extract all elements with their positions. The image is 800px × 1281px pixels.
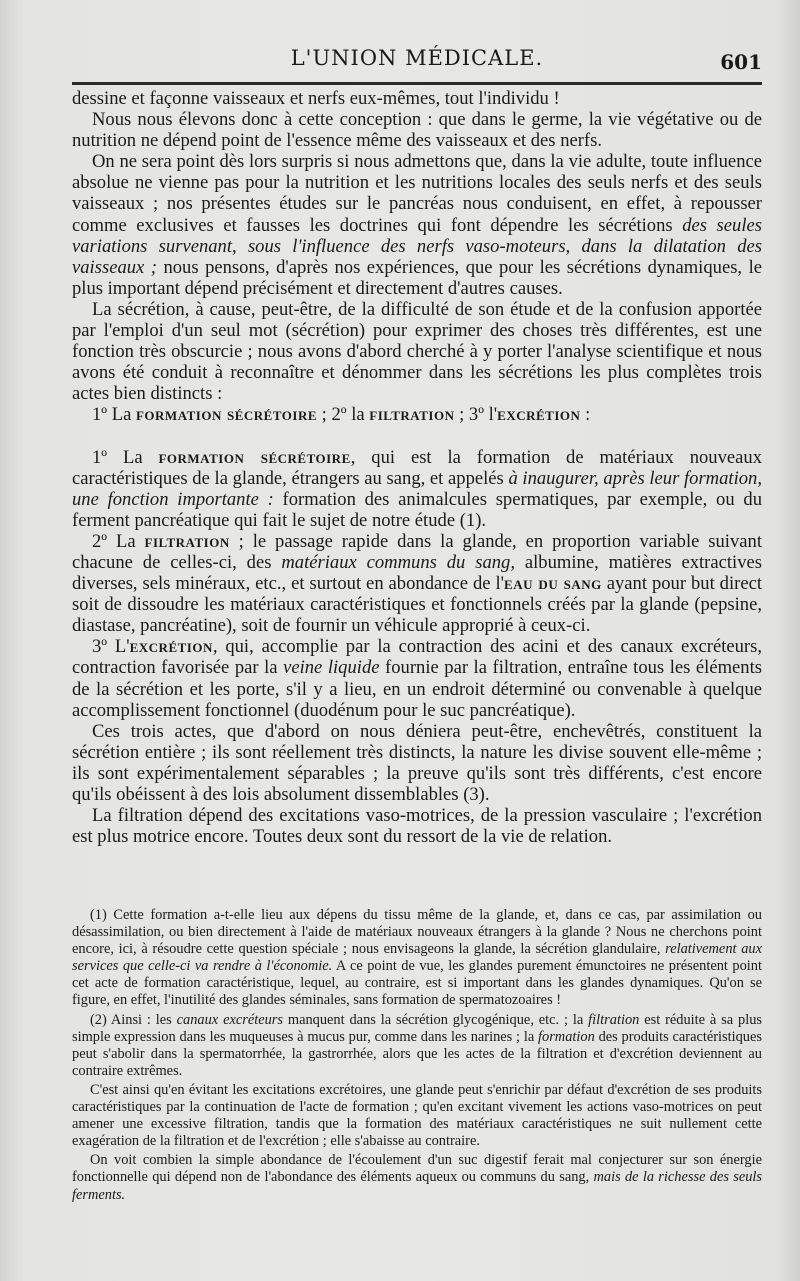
item-2-term: filtration	[144, 530, 230, 552]
acts-summary	[72, 404, 762, 425]
paragraph-3-text-b: nous pensons, d'après nos expériences, que pour les sécrétions dynamiques, le plus important dépend précisément et directement d'autres causes.	[72, 256, 762, 299]
item-2-text-b: ; le passage rapide dans la glande, en proportion variable suivant chacune de celles-ci, des	[72, 530, 762, 573]
paragraph-1: dessine et façonne vaisseaux et nerfs eux-mêmes, tout l'individu !	[72, 88, 560, 109]
footnote-2-emphasis-2: filtration	[588, 1011, 640, 1028]
item-3-excretion	[72, 636, 762, 720]
item-3-emphasis: veine liquide	[283, 657, 380, 679]
item-2-term-water: eau du sang	[504, 573, 602, 595]
acts-summary-formation: formation sécrétoire	[135, 404, 318, 426]
item-1-text-c: formation des animalcules spermatiques, par exemple, ou du ferment pancréatique qui fait le sujet de notre étude (1).	[72, 488, 762, 531]
footnote-2-text-c: est réduite à sa plus simple expression dans les muqueuses à mucus pur, comme dans les narines ; la	[72, 1011, 762, 1045]
item-1-formation	[72, 447, 762, 531]
footnote-1-emphasis: relativement aux services que celle-ci va rendre à l'économie.	[72, 941, 762, 975]
item-3-text-b: , qui, accomplie par la contraction des acini et des canaux excréteurs, contraction favorisée par la	[72, 636, 763, 679]
item-1-text-a: 1º La	[92, 446, 159, 468]
item-2-emphasis: matériaux communs du sang,	[281, 551, 515, 573]
paragraph-5: Ces trois actes, que d'abord on nous déniera peut-être, enchevêtrés, constituent la sécrétion entière ; ils sont réellement très distincts, la nature les divise souvent elle-même ; ils sont expérimentalement séparables ; la preuve qu'ils sont très différents, c'est encore qu'ils obéissent à des lois absolument dissemblables (3).	[72, 720, 762, 805]
footnote-2-text-d: des produits caractéristiques peut s'abolir dans la spermatorrhée, la gastrorrhée, alors que les actes de la filtration et d'excrétion deviennent au contraire extrêmes.	[72, 1028, 762, 1079]
acts-summary-text-d: :	[580, 404, 591, 426]
footnote-2-emphasis-1: canaux excréteurs	[176, 1011, 283, 1028]
paragraph-6: La filtration dépend des excitations vaso-motrices, de la pression vasculaire ; l'excrétion est plus motrice encore. Toutes deux sont du ressort de la vie de relation.	[72, 805, 762, 848]
footnote-2-continuation: C'est ainsi qu'en évitant les excitations excrétoires, une glande peut s'enrichir par défaut d'excrétion de ses produits caractéristiques par la continuation de l'acte de formation ; qu'en excitant vivement les actions vaso-motrices on peut amener une excessive filtration, tandis que la formation des matériaux caractéristiques ne suit nullement cette exagération de la filtration et de l'excrétion ; elle s'abaisse au contraire.	[72, 1081, 762, 1150]
footnote-1-text-a: (1) Cette formation a-t-elle lieu aux dépens du tissu même de la glande, et, dans ce cas, par assimilation ou désassimilation, ou bien directement à l'aide de matériaux nouveaux étrangers à la glande ? Nous ne cherchons point encore, ici, à résoudre cette question spéciale ; nous envisageons la glande, la sécrétion glandulaire,	[72, 907, 762, 958]
footnote-2	[72, 1012, 762, 1080]
item-3-text-a: 3º L'	[92, 636, 130, 658]
acts-summary-text-a: 1º La	[92, 404, 136, 426]
page-header	[72, 42, 762, 80]
acts-summary-excretion: excrétion	[497, 404, 581, 426]
main-text	[72, 88, 762, 847]
item-2-text-c: albumine, matières extractives diverses, sels minéraux, etc., et surtout en abondance de l'	[72, 551, 762, 595]
paragraph-3	[72, 151, 762, 299]
item-2-text-a: 2º La	[92, 530, 145, 552]
item-2-filtration	[72, 531, 762, 636]
item-2-text-d: ayant pour but direct soit de dissoudre les matériaux caractéristiques et fonctionnels créés par la glande (pepsine, diastase, pancréatine), soit de fournir un véhicule approprié à ceux-ci.	[72, 573, 763, 637]
footnote-1-text-b: A ce point de vue, les glandes purement émunctoires ne présentent point cet acte de formation caractéristique, lequel, au contraire, est si important dans les glandes dynamiques. Qu'on se figure, en effet, l'inutilité des glandes séminales, sans formation de spermatozoaires !	[72, 958, 762, 1009]
footnotes	[72, 907, 762, 1204]
running-title: L'UNION MÉDICALE.	[290, 46, 544, 70]
paragraph-3-text-a: On ne sera point dès lors surpris si nous admettons que, dans la vie adulte, toute influence absolue ne vienne pas pour la nutrition et les nutritions locales des seuls nerfs et des seuls vaisseaux ; nos présentes études sur le pancréas nous conduisent, en effet, à repousser comme exclusives et fausses les doctrines qui font dépendre les sécrétions	[72, 151, 762, 236]
acts-summary-text-b: ; 2º la	[317, 404, 370, 426]
item-1-text-b: , qui est la formation de matériaux nouveaux caractéristiques de la glande, étrangers au sang, et appelés	[72, 446, 762, 489]
footnote-2-conclusion-text: On voit combien la simple abondance de l'écoulement d'un suc digestif ferait mal conjecturer sur son énergie fonctionnelle qui dépend non de l'abondance des éléments aqueux ou communs du sang,	[72, 1152, 762, 1186]
footnote-2-text-a: (2) Ainsi : les	[90, 1011, 177, 1028]
footnote-2-text-b: manquent dans la sécrétion glycogénique, etc. ; la	[283, 1011, 589, 1028]
item-1-term: formation sécrétoire	[158, 446, 351, 468]
header-rule	[72, 82, 762, 85]
footnote-1	[72, 907, 762, 1010]
acts-summary-filtration: filtration	[369, 404, 455, 426]
footnote-2-conclusion-emphasis: mais de la richesse des seuls ferments.	[72, 1169, 762, 1203]
paragraph-4: La sécrétion, à cause, peut-être, de la difficulté de son étude et de la confusion apportée par l'emploi d'un seul mot (sécrétion) pour exprimer des choses très différentes, est une fonction très obscurcie ; nous avons d'abord cherché à y porter l'analyse scientifique et nous avons été conduit à reconnaître et dénommer dans les sécrétions les plus complètes trois actes bien distincts :	[72, 298, 762, 405]
paragraph-2: Nous nous élevons donc à cette conception : que dans le germe, la vie végétative ou de nutrition ne dépend point de l'essence même des vaisseaux et des nerfs.	[72, 109, 762, 152]
page-number: 601	[720, 50, 762, 74]
acts-summary-text-c: ; 3º l'	[454, 404, 498, 426]
paragraph-3-emphasis: des seules variations survenant, sous l'influence des nerfs vaso-moteurs, dans la dilatation des vaisseaux ;	[72, 214, 762, 278]
footnote-2-conclusion	[72, 1152, 762, 1203]
footnote-2-emphasis-3: formation	[538, 1028, 595, 1045]
item-1-emphasis: à inaugurer, après leur formation, une fonction importante :	[72, 467, 762, 510]
item-3-text-c: fournie par la filtration, entraîne tous les éléments de la sécrétion et les porte, s'il y a lieu, en un endroit déterminé ou convenable à quelque accomplissement fonctionnel (duodénum pour le suc pancréatique).	[72, 657, 762, 721]
item-3-term: excrétion	[129, 636, 213, 658]
